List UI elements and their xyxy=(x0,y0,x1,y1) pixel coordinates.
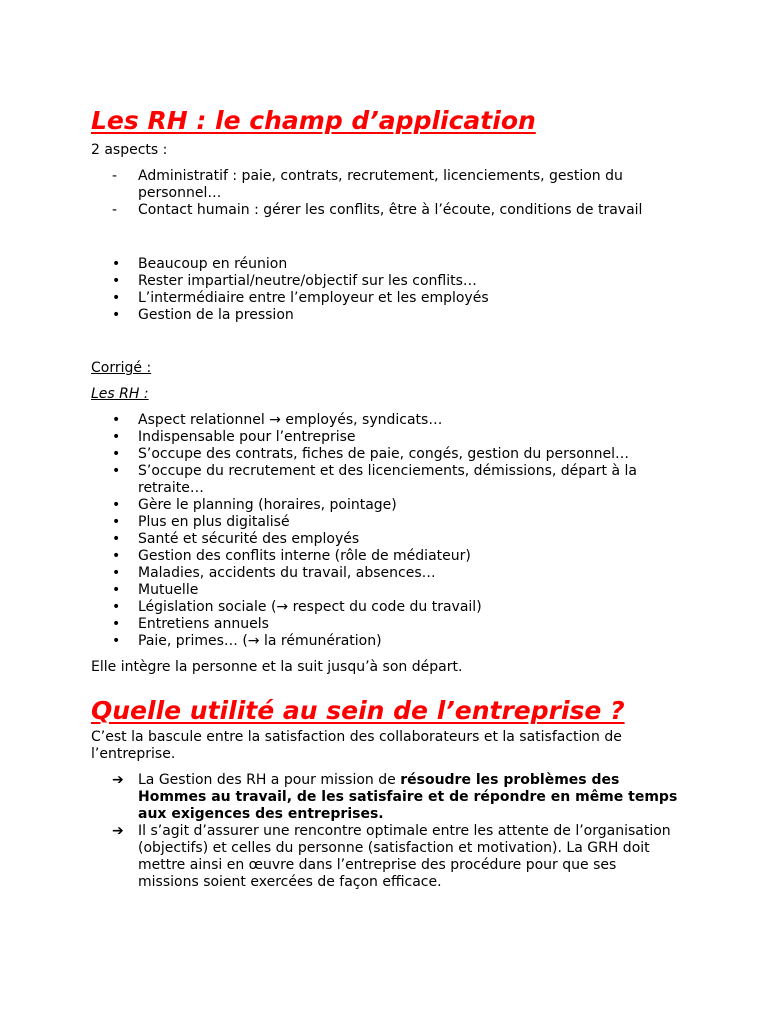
list-item xyxy=(91,497,681,514)
document-body xyxy=(91,106,681,891)
list-item xyxy=(91,168,681,202)
bullet-marker: • xyxy=(112,582,121,598)
list-item-text: Maladies, accidents du travail, absences… xyxy=(138,565,436,581)
list-item-text: Rester impartial/neutre/objectif sur les conflits… xyxy=(138,273,477,289)
section-title-rh-champ: Les RH : le champ d’application xyxy=(91,106,536,135)
list-item-text: Administratif : paie, contrats, recrutement, licenciements, gestion du personnel… xyxy=(138,168,623,201)
list-item-text: Contact humain : gérer les conflits, être à l’écoute, conditions de travail xyxy=(138,202,643,218)
section-title-utilite: Quelle utilité au sein de l’entreprise ? xyxy=(91,696,625,725)
corrige-bullet-list xyxy=(91,412,681,650)
bullet-marker: • xyxy=(112,446,121,462)
list-item-text: Aspect relationnel → employés, syndicats… xyxy=(138,412,443,428)
bullet-marker: • xyxy=(112,290,121,306)
list-item xyxy=(91,256,681,273)
list-item-text: Beaucoup en réunion xyxy=(138,256,288,272)
list-item xyxy=(91,565,681,582)
list-item xyxy=(91,429,681,446)
arrow-right-icon: ➔ xyxy=(112,823,124,839)
bullet-marker: • xyxy=(112,307,121,323)
list-item-text: Gestion de la pression xyxy=(138,307,294,323)
list-item xyxy=(91,548,681,565)
list-item-text xyxy=(138,772,677,822)
list-item-text: Gestion des conflits interne (rôle de médiateur) xyxy=(138,548,471,564)
list-item xyxy=(91,823,681,891)
list-item xyxy=(91,582,681,599)
list-item-text: L’intermédiaire entre l’employeur et les employés xyxy=(138,290,489,306)
list-item xyxy=(91,599,681,616)
les-rh-subtitle: Les RH : xyxy=(91,386,149,402)
list-item-text: S’occupe du recrutement et des licenciements, démissions, départ à la retraite… xyxy=(138,463,637,496)
list-item-text: Législation sociale (→ respect du code du travail) xyxy=(138,599,482,615)
bullet-marker: • xyxy=(112,548,121,564)
list-item xyxy=(91,772,681,823)
bullet-marker: • xyxy=(112,599,121,615)
bullet-marker: • xyxy=(112,412,121,428)
utilite-intro-text: C’est la bascule entre la satisfaction des collaborateurs et la satisfaction de l’entreprise. xyxy=(91,729,622,762)
list-item-text: Il s’agit d’assurer une rencontre optimale entre les attente de l’organisation (objectifs) et celles du personne (satisfaction et motivation). La GRH doit mettre ainsi en œuvre dans l’entreprise des procédure pour que ses missions soient exercées de façon efficace. xyxy=(138,823,671,890)
list-item-text: Plus en plus digitalisé xyxy=(138,514,290,530)
bullet-marker: • xyxy=(112,273,121,289)
bullet-marker: • xyxy=(112,531,121,547)
list-item xyxy=(91,412,681,429)
bullet-marker: • xyxy=(112,256,121,272)
role-bullet-list xyxy=(91,256,681,324)
list-item xyxy=(91,273,681,290)
list-item-text: Santé et sécurité des employés xyxy=(138,531,360,547)
bullet-marker: • xyxy=(112,497,121,513)
list-item-text: Gère le planning (horaires, pointage) xyxy=(138,497,397,513)
list-item-text: Entretiens annuels xyxy=(138,616,269,632)
dash-marker: - xyxy=(112,202,118,218)
corrige-label: Corrigé : xyxy=(91,360,152,376)
mission-bold-text: résoudre les problèmes des Hommes au travail, de les satisfaire et de répondre en même temps aux exigences des entreprises. xyxy=(138,772,678,822)
list-item-text: Mutuelle xyxy=(138,582,199,598)
arrow-right-icon: ➔ xyxy=(112,772,124,788)
list-item xyxy=(91,633,681,650)
list-item xyxy=(91,514,681,531)
dash-marker: - xyxy=(112,168,118,184)
list-item xyxy=(91,463,681,497)
bullet-marker: • xyxy=(112,514,121,530)
list-item xyxy=(91,531,681,548)
bullet-marker: • xyxy=(112,633,121,649)
bullet-marker: • xyxy=(112,463,121,479)
list-item-text: S’occupe des contrats, fiches de paie, congés, gestion du personnel… xyxy=(138,446,630,462)
bullet-marker: • xyxy=(112,616,121,632)
mission-prefix-text: La Gestion des RH a pour mission de xyxy=(138,772,401,788)
bullet-marker: • xyxy=(112,565,121,581)
list-item xyxy=(91,307,681,324)
list-item xyxy=(91,616,681,633)
mission-arrow-list xyxy=(91,772,681,891)
aspects-dash-list xyxy=(91,168,681,219)
list-item xyxy=(91,290,681,307)
list-item-text: Paie, primes… (→ la rémunération) xyxy=(138,633,382,649)
list-item-text: Indispensable pour l’entreprise xyxy=(138,429,356,445)
list-item xyxy=(91,446,681,463)
conclusion-text: Elle intègre la personne et la suit jusqu’à son départ. xyxy=(91,659,463,675)
list-item xyxy=(91,202,681,219)
intro-text: 2 aspects : xyxy=(91,142,168,158)
bullet-marker: • xyxy=(112,429,121,445)
